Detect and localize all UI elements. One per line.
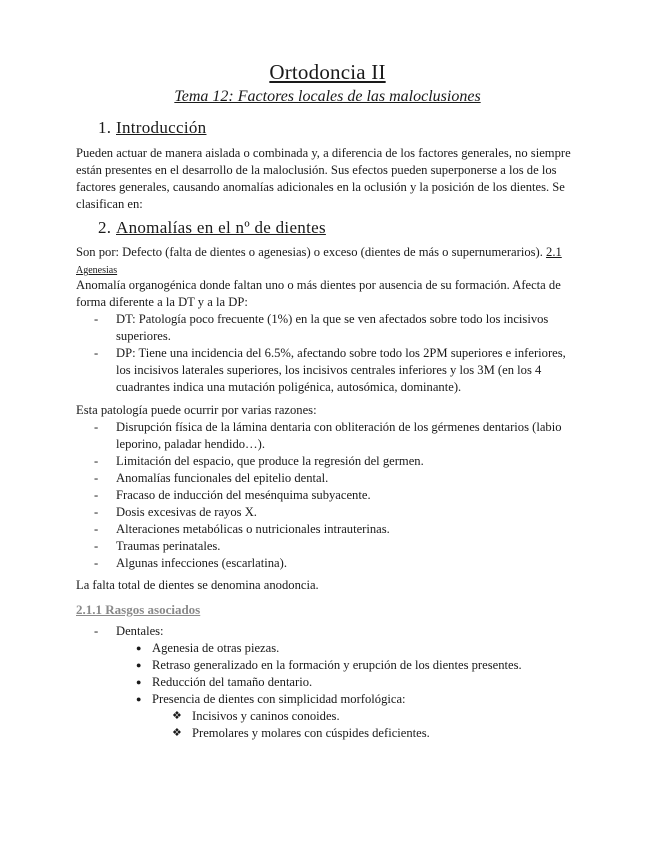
document-subtitle: Tema 12: Factores locales de las maloclusiones <box>174 88 481 105</box>
dentition-list <box>76 311 581 396</box>
bullet-dot: ● <box>136 660 142 670</box>
subsection-ref: 2.1 <box>546 245 562 259</box>
list-item-text: Presencia de dientes con simplicidad morfológica: <box>152 692 406 706</box>
list-item-text: Fracaso de inducción del mesénquima subyacente. <box>116 488 371 502</box>
list-item <box>134 657 522 674</box>
dash-bullet: - <box>94 312 99 326</box>
list-item <box>76 345 581 396</box>
list-item-text: DP: Tiene una incidencia del 6.5%, afectando sobre todo los 2PM superiores e inferiores, los incisivos laterales superiores, los incisivos centrales inferiores y los 3M (en los 4 cuadrantes indica una mutación poligénica, autosómica, dominante). <box>116 346 566 394</box>
anodoncia-line: La falta total de dientes se denomina anodoncia. <box>76 578 319 592</box>
list-item <box>76 311 581 345</box>
list-item-text: DT: Patología poco frecuente (1%) en la que se ven afectados sobre todo los incisivos superiores. <box>116 312 549 343</box>
agenesias-label-line <box>76 262 117 277</box>
list-item <box>76 555 581 572</box>
dentales-list <box>134 640 522 708</box>
list-item-text: Limitación del espacio, que produce la regresión del germen. <box>116 454 424 468</box>
list-item <box>172 708 430 725</box>
list-item <box>76 487 581 504</box>
dash-bullet: - <box>94 522 99 536</box>
section-title: Introducción <box>116 118 207 137</box>
list-item <box>76 623 581 640</box>
dash-bullet: - <box>94 624 99 638</box>
agenesias-label: Agenesias <box>76 265 118 276</box>
dash-bullet: - <box>94 471 99 485</box>
diamond-bullet-icon: ❖ <box>172 727 182 739</box>
list-item-text: Premolares y molares con cúspides deficientes. <box>192 726 430 740</box>
list-item-text: Incisivos y caninos conoides. <box>192 709 340 723</box>
intro-paragraph: Pueden actuar de manera aislada o combinada y, a diferencia de los factores generales, no siempre están presentes en el desarrollo de la maloclusión. Sus efectos pueden superponerse a los de los factores generales, causando anomalías adicionales en la oclusión y la posición de los dientes. Se clasifican en: <box>76 146 571 211</box>
section2-intro: Son por: Defecto (falta de dientes o agenesias) o exceso (dientes de más o supernumerarios). <box>76 245 543 259</box>
dash-bullet: - <box>94 556 99 570</box>
list-item <box>76 538 581 555</box>
list-item-text: Anomalías funcionales del epitelio dental. <box>116 471 329 485</box>
section-number: 1. <box>98 118 112 137</box>
bullet-dot: ● <box>136 677 142 687</box>
list-item <box>76 504 581 521</box>
rasgos-list <box>76 623 581 640</box>
section2-intro-line <box>76 245 562 260</box>
dash-bullet: - <box>94 505 99 519</box>
dash-bullet: - <box>94 346 99 360</box>
bullet-dot: ● <box>136 694 142 704</box>
dash-bullet: - <box>94 454 99 468</box>
list-item <box>134 691 522 708</box>
list-item-text: Reducción del tamaño dentario. <box>152 675 313 689</box>
dash-bullet: - <box>94 539 99 553</box>
section-title: Anomalías en el nº de dientes <box>116 218 326 237</box>
list-item-text: Alteraciones metabólicas o nutricionales intrauterinas. <box>116 522 390 536</box>
list-item <box>76 470 581 487</box>
diamond-bullet-icon: ❖ <box>172 710 182 722</box>
list-item-text: Traumas perinatales. <box>116 539 221 553</box>
list-item <box>172 725 430 742</box>
list-item <box>76 419 581 453</box>
morfologia-list <box>172 708 430 742</box>
list-item-text: Algunas infecciones (escarlatina). <box>116 556 287 570</box>
list-item-text: Disrupción física de la lámina dentaria con obliteración de los gérmenes dentarios (labio leporino, paladar hendido…). <box>116 420 562 451</box>
bullet-dot: ● <box>136 643 142 653</box>
list-item <box>76 521 581 538</box>
agenesias-definition: Anomalía organogénica donde faltan uno o más dientes por ausencia de su formación. Afecta de forma diferente a la DT y a la DP: <box>76 278 561 309</box>
list-item <box>134 640 522 657</box>
list-item <box>76 453 581 470</box>
dash-bullet: - <box>94 420 99 434</box>
list-item <box>134 674 522 691</box>
list-item-text: Retraso generalizado en la formación y erupción de los dientes presentes. <box>152 658 522 672</box>
subsection-heading-rasgos: 2.1.1 Rasgos asociados <box>76 602 201 617</box>
document-title: Ortodoncia II <box>269 60 386 84</box>
reasons-intro: Esta patología puede ocurrir por varias razones: <box>76 403 317 417</box>
list-item-text: Dosis excesivas de rayos X. <box>116 505 257 519</box>
list-item-text: Agenesia de otras piezas. <box>152 641 280 655</box>
section-number: 2. <box>98 218 112 237</box>
dash-bullet: - <box>94 488 99 502</box>
reasons-list <box>76 419 581 572</box>
list-item-text: Dentales: <box>116 624 164 638</box>
